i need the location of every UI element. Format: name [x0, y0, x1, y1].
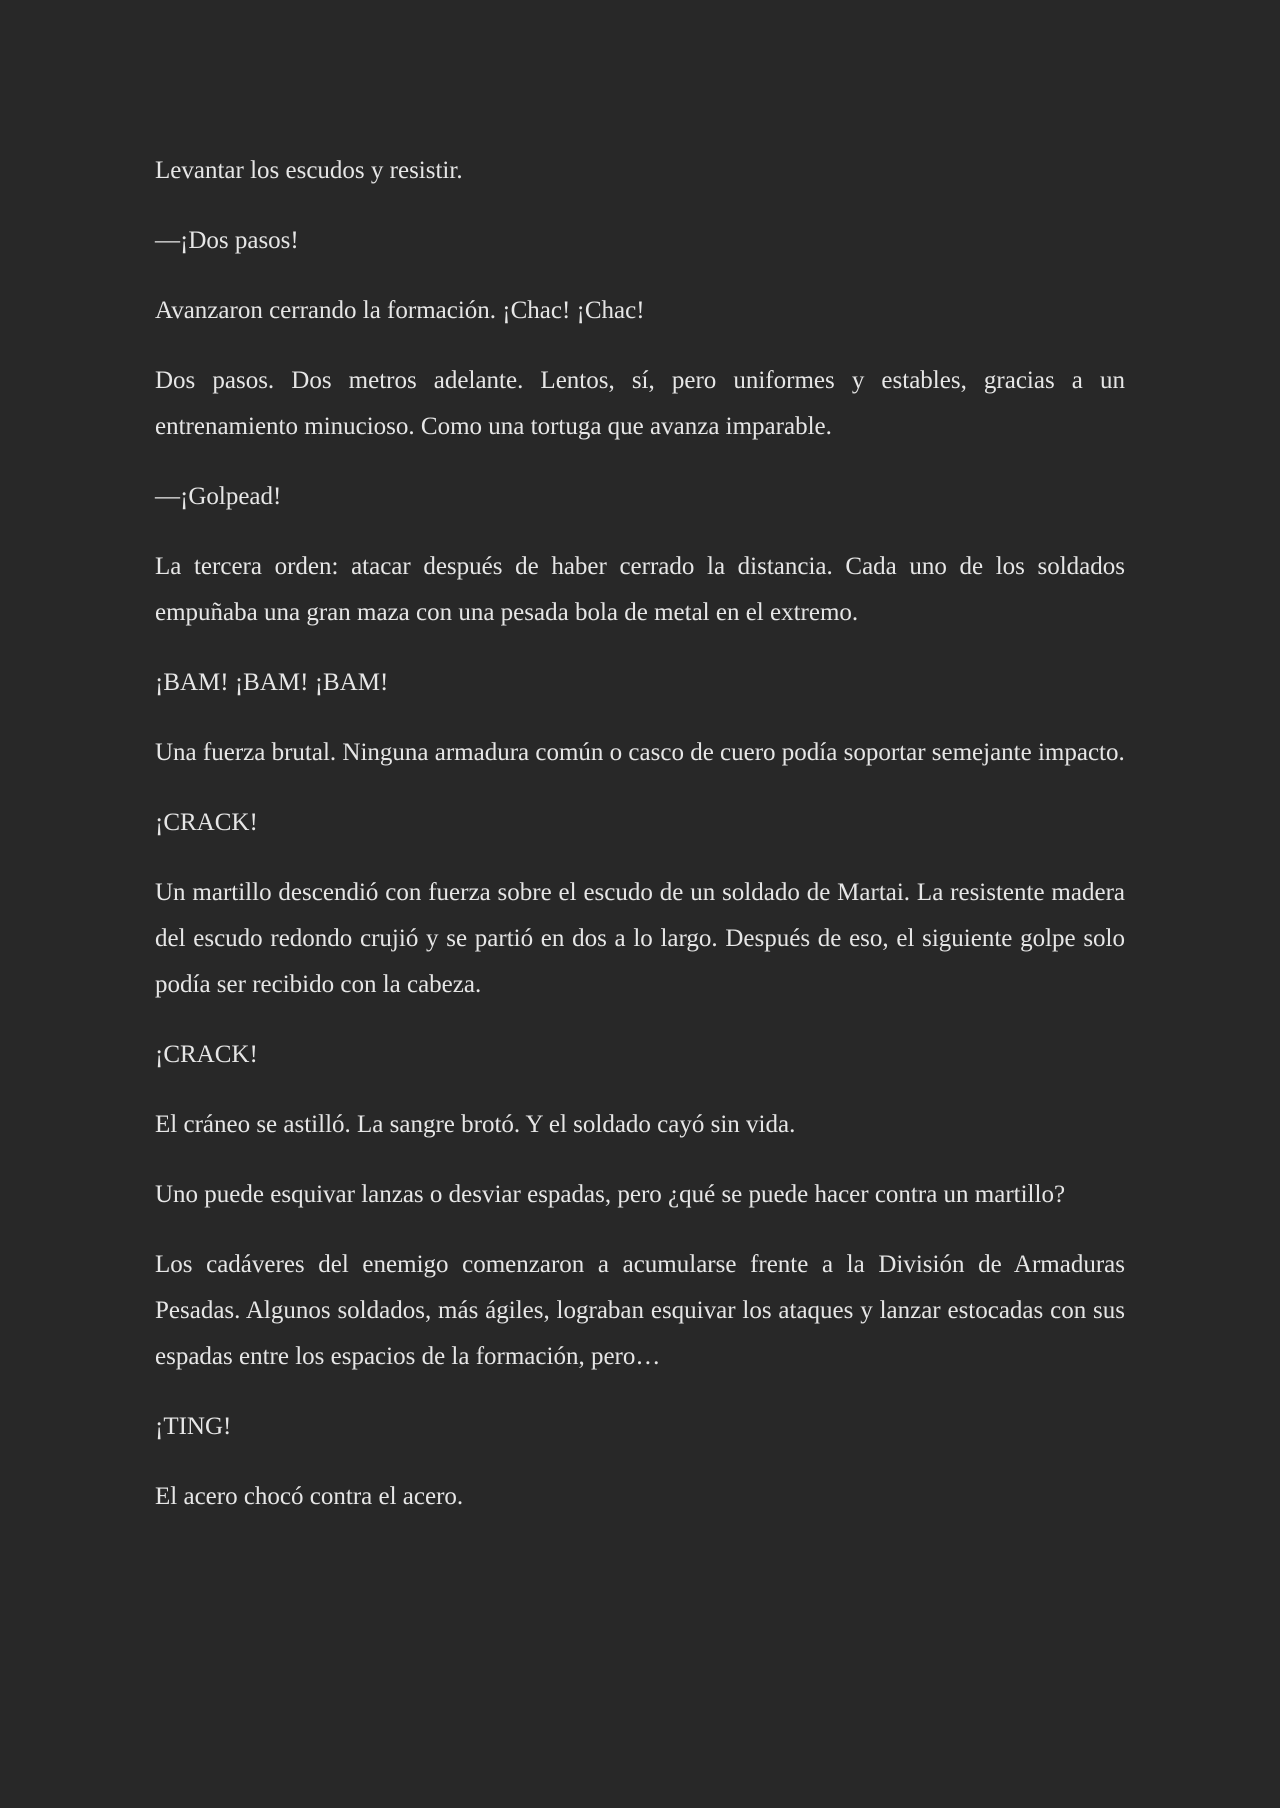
paragraph: Los cadáveres del enemigo comenzaron a acumularse frente a la División de Armaduras Pesadas. Algunos soldados, más ágiles, lograban esquivar los ataques y lanzar estocadas con sus espadas entre los espacios de la formación, pero…: [155, 1251, 1125, 1370]
paragraph: Levantar los escudos y resistir.: [155, 157, 463, 184]
sound-effect-paragraph: ¡TING!: [155, 1413, 232, 1440]
paragraph: Una fuerza brutal. Ninguna armadura común o casco de cuero podía soportar semejante impacto.: [155, 739, 1125, 766]
sound-effect-paragraph: ¡BAM! ¡BAM! ¡BAM!: [155, 669, 389, 696]
paragraph: El cráneo se astilló. La sangre brotó. Y el soldado cayó sin vida.: [155, 1111, 796, 1138]
paragraph: Dos pasos. Dos metros adelante. Lentos, sí, pero uniformes y estables, gracias a un entrenamiento minucioso. Como una tortuga que avanza imparable.: [155, 367, 1125, 440]
paragraph: Un martillo descendió con fuerza sobre el escudo de un soldado de Martai. La resistente madera del escudo redondo crujió y se partió en dos a lo largo. Después de eso, el siguiente golpe solo podía ser recibido con la cabeza.: [155, 879, 1125, 998]
paragraph: Avanzaron cerrando la formación. ¡Chac! ¡Chac!: [155, 297, 645, 324]
reader-content: [155, 148, 1125, 1544]
paragraph: Uno puede esquivar lanzas o desviar espadas, pero ¿qué se puede hacer contra un martillo?: [155, 1181, 1066, 1208]
sound-effect-paragraph: ¡CRACK!: [155, 809, 258, 836]
sound-effect-paragraph: ¡CRACK!: [155, 1041, 258, 1068]
paragraph: La tercera orden: atacar después de haber cerrado la distancia. Cada uno de los soldados empuñaba una gran maza con una pesada bola de metal en el extremo.: [155, 553, 1125, 626]
paragraph: El acero chocó contra el acero.: [155, 1483, 464, 1510]
dialogue-paragraph: —¡Dos pasos!: [155, 227, 299, 254]
dialogue-paragraph: —¡Golpead!: [155, 483, 282, 510]
